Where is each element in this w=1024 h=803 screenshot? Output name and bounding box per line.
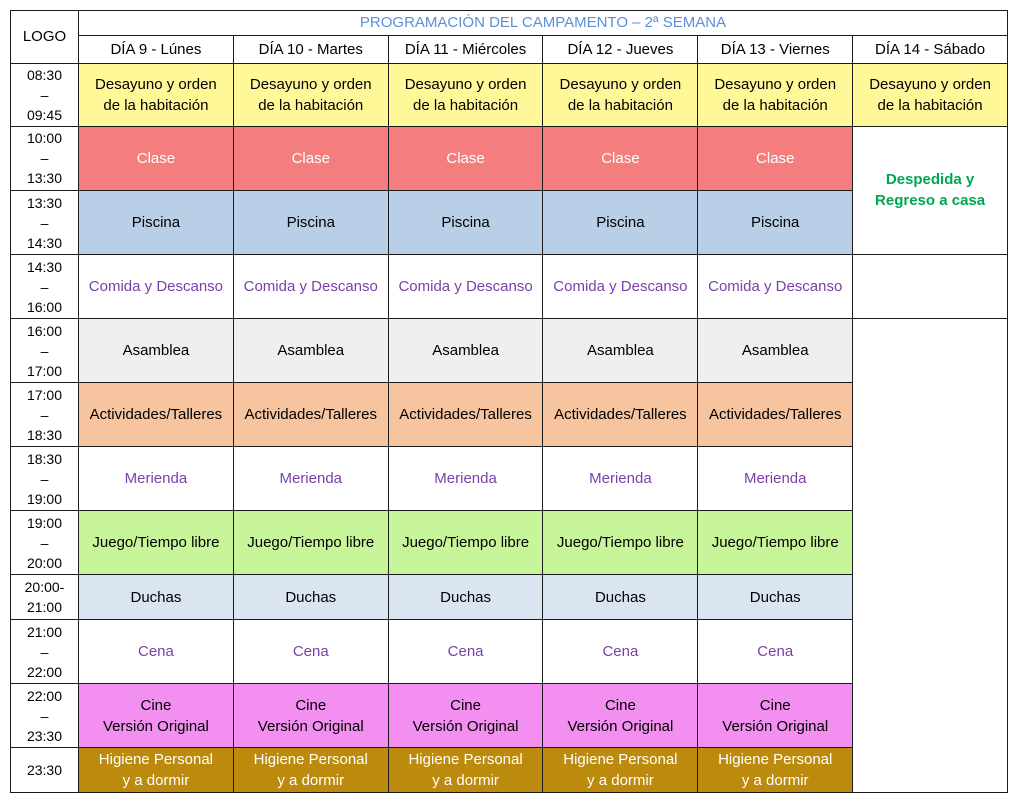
activity-cell: Comida y Descanso [79,255,234,319]
activity-cell: Juego/Tiempo libre [233,511,388,575]
time-slot: 17:00 – 18:30 [11,383,79,447]
activity-cell: Desayuno y orden de la habitación [79,63,234,126]
activity-cell: Merienda [79,447,234,511]
activity-cell: Asamblea [388,319,543,383]
logo: LOGO [11,11,79,64]
activity-cell: Higiene Personal y a dormir [543,748,698,793]
time-slot: 13:30 – 14:30 [11,190,79,254]
activity-cell: Clase [233,126,388,190]
activity-cell: Cine Versión Original [79,684,234,748]
time-slot: 14:30 – 16:00 [11,255,79,319]
activity-cell: Piscina [388,190,543,254]
activity-cell: Cine Versión Original [543,684,698,748]
activity-cell: Merienda [698,447,853,511]
activity-cell: Comida y Descanso [388,255,543,319]
activity-cell: Desayuno y orden de la habitación [698,63,853,126]
activity-cell: Duchas [79,575,234,620]
activity-cell: Cena [698,620,853,684]
activity-cell: Cena [388,620,543,684]
activity-cell: Merienda [233,447,388,511]
saturday-farewell-cell [853,126,1008,254]
activity-cell: Clase [543,126,698,190]
day-header: DÍA 14 - Sábado [853,36,1008,63]
activity-cell: Higiene Personal y a dormir [388,748,543,793]
activity-cell: Desayuno y orden de la habitación [388,63,543,126]
activity-cell: Merienda [543,447,698,511]
day-header: DÍA 9 - Lúnes [79,36,234,63]
activity-cell: Clase [79,126,234,190]
activity-cell: Duchas [543,575,698,620]
schedule-title: PROGRAMACIÓN DEL CAMPAMENTO – 2ª SEMANA [79,11,1008,36]
activity-cell: Higiene Personal y a dormir [233,748,388,793]
activity-cell: Cena [79,620,234,684]
schedule-row [11,63,1008,126]
activity-cell: Higiene Personal y a dormir [79,748,234,793]
activity-cell: Juego/Tiempo libre [388,511,543,575]
activity-cell: Cena [233,620,388,684]
activity-cell: Piscina [698,190,853,254]
activity-cell: Actividades/Talleres [79,383,234,447]
time-slot: 10:00 – 13:30 [11,126,79,190]
saturday-empty-cell [853,319,1008,793]
activity-cell: Duchas [388,575,543,620]
activity-cell: Duchas [233,575,388,620]
activity-cell: Higiene Personal y a dormir [698,748,853,793]
activity-cell: Comida y Descanso [233,255,388,319]
time-slot: 19:00 – 20:00 [11,511,79,575]
activity-cell: Desayuno y orden de la habitación [543,63,698,126]
activity-cell: Piscina [79,190,234,254]
activity-cell: Asamblea [233,319,388,383]
schedule-row [11,126,1008,190]
day-header: DÍA 12 - Jueves [543,36,698,63]
activity-cell: Desayuno y orden de la habitación [233,63,388,126]
activity-cell: Cena [543,620,698,684]
time-slot: 18:30 – 19:00 [11,447,79,511]
activity-cell: Clase [698,126,853,190]
activity-cell: Juego/Tiempo libre [79,511,234,575]
activity-cell: Clase [388,126,543,190]
activity-cell: Cine Versión Original [233,684,388,748]
day-header: DÍA 11 - Miércoles [388,36,543,63]
activity-cell: Piscina [233,190,388,254]
saturday-breakfast-cell: Desayuno y orden de la habitación [853,63,1008,126]
time-slot: 08:30 – 09:45 [11,63,79,126]
schedule-row [11,255,1008,319]
time-slot: 21:00 – 22:00 [11,620,79,684]
time-slot: 23:30 [11,748,79,793]
activity-cell: Actividades/Talleres [388,383,543,447]
activity-cell: Actividades/Talleres [233,383,388,447]
day-header: DÍA 10 - Martes [233,36,388,63]
activity-cell: Actividades/Talleres [543,383,698,447]
activity-cell: Comida y Descanso [698,255,853,319]
time-slot: 22:00 – 23:30 [11,684,79,748]
activity-cell: Asamblea [543,319,698,383]
activity-cell: Duchas [698,575,853,620]
camp-schedule-table [10,10,1008,793]
activity-cell: Cine Versión Original [388,684,543,748]
time-slot: 20:00- 21:00 [11,575,79,620]
activity-cell: Comida y Descanso [543,255,698,319]
activity-cell: Juego/Tiempo libre [698,511,853,575]
activity-cell: Asamblea [79,319,234,383]
activity-cell: Asamblea [698,319,853,383]
saturday-empty-cell [853,255,1008,319]
activity-cell: Juego/Tiempo libre [543,511,698,575]
farewell-line: Despedida y [885,171,975,189]
activity-cell: Cine Versión Original [698,684,853,748]
activity-cell: Piscina [543,190,698,254]
activity-cell: Actividades/Talleres [698,383,853,447]
time-slot: 16:00 – 17:00 [11,319,79,383]
farewell-line: Regreso a casa [875,192,986,210]
schedule-row [11,319,1008,383]
activity-cell: Merienda [388,447,543,511]
day-header: DÍA 13 - Viernes [698,36,853,63]
